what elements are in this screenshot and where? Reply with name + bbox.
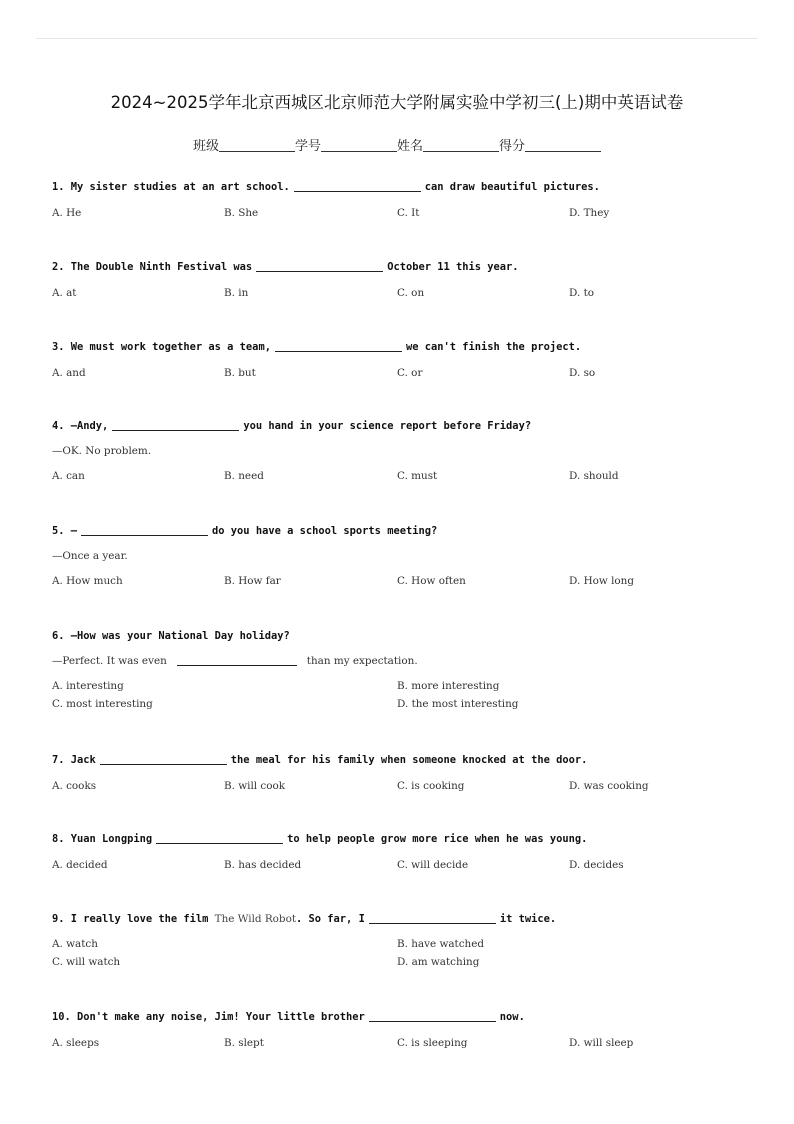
dialogue-reply: —OK. No problem. bbox=[52, 445, 152, 457]
option-c[interactable]: C. is cooking bbox=[397, 780, 465, 792]
stem-text: . So far, I bbox=[296, 913, 365, 925]
stem-text: it twice. bbox=[499, 913, 557, 925]
top-divider bbox=[36, 38, 758, 39]
option-d[interactable]: D. They bbox=[569, 207, 610, 219]
option-c[interactable]: C. is sleeping bbox=[397, 1037, 468, 1049]
option-d[interactable]: D. was cooking bbox=[569, 780, 649, 792]
option-b[interactable]: B. will cook bbox=[224, 780, 286, 792]
question-1 bbox=[52, 180, 752, 220]
option-a[interactable]: A. He bbox=[52, 207, 82, 219]
option-d[interactable]: D. so bbox=[569, 367, 596, 379]
student-number-field[interactable] bbox=[321, 137, 397, 152]
film-title: The Wild Robot bbox=[214, 913, 297, 925]
question-4 bbox=[52, 419, 752, 483]
stem-text: 9. I really love the film bbox=[52, 913, 209, 925]
question-stem bbox=[52, 1010, 752, 1024]
option-c[interactable]: C. on bbox=[397, 287, 425, 299]
score-label: 得分 bbox=[499, 139, 526, 154]
option-d[interactable]: D. will sleep bbox=[569, 1037, 634, 1049]
question-10 bbox=[52, 1010, 752, 1050]
option-b[interactable]: B. She bbox=[224, 207, 259, 219]
question-3 bbox=[52, 340, 752, 380]
option-c[interactable]: C. must bbox=[397, 470, 438, 482]
stem-text: to help people grow more rice when he was young. bbox=[287, 833, 588, 845]
options-row bbox=[52, 469, 752, 483]
stem-text: 7. Jack bbox=[52, 754, 96, 766]
answer-blank[interactable] bbox=[256, 260, 383, 272]
option-b[interactable]: B. need bbox=[224, 470, 264, 482]
question-stem bbox=[52, 832, 752, 846]
stem-text: 5. — bbox=[52, 525, 78, 537]
option-a[interactable]: A. cooks bbox=[52, 780, 97, 792]
option-a[interactable]: A. at bbox=[52, 287, 77, 299]
option-b[interactable]: B. has decided bbox=[224, 859, 302, 871]
question-stem: 6. —How was your National Day holiday? bbox=[52, 630, 290, 642]
options-row bbox=[52, 1036, 752, 1050]
student-info-line bbox=[0, 135, 794, 154]
question-stem bbox=[52, 340, 752, 354]
option-d[interactable]: D. How long bbox=[569, 575, 635, 587]
class-field[interactable] bbox=[219, 137, 295, 152]
answer-blank[interactable] bbox=[369, 1010, 496, 1022]
answer-blank[interactable] bbox=[294, 180, 421, 192]
question-stem bbox=[52, 753, 752, 767]
reply-text: than my expectation. bbox=[306, 655, 418, 667]
option-d[interactable]: D. am watching bbox=[397, 956, 480, 968]
option-c[interactable]: C. will watch bbox=[52, 956, 121, 968]
dialogue-reply bbox=[52, 654, 752, 668]
option-c[interactable]: C. will decide bbox=[397, 859, 469, 871]
class-label: 班级 bbox=[192, 139, 219, 154]
stem-text: 3. We must work together as a team, bbox=[52, 341, 271, 353]
option-c[interactable]: C. How often bbox=[397, 575, 466, 587]
stem-text: 4. —Andy, bbox=[52, 420, 109, 432]
stem-text: 1. My sister studies at an art school. bbox=[52, 181, 290, 193]
option-d[interactable]: D. should bbox=[569, 470, 619, 482]
option-a[interactable]: A. can bbox=[52, 470, 85, 482]
options-row bbox=[52, 779, 752, 793]
answer-blank[interactable] bbox=[81, 524, 208, 536]
dialogue-reply: —Once a year. bbox=[52, 550, 128, 562]
question-2 bbox=[52, 260, 752, 300]
option-b[interactable]: B. but bbox=[224, 367, 256, 379]
option-b[interactable]: B. have watched bbox=[397, 938, 485, 950]
options-row bbox=[52, 574, 752, 588]
student-number-label: 学号 bbox=[294, 139, 321, 154]
question-7 bbox=[52, 753, 752, 793]
option-a[interactable]: A. and bbox=[52, 367, 86, 379]
options-row bbox=[52, 679, 752, 693]
options-row bbox=[52, 366, 752, 380]
option-d[interactable]: D. the most interesting bbox=[397, 698, 519, 710]
options-row bbox=[52, 206, 752, 220]
answer-blank[interactable] bbox=[100, 753, 227, 765]
option-a[interactable]: A. sleeps bbox=[52, 1037, 100, 1049]
stem-text: October 11 this year. bbox=[387, 261, 519, 273]
score-field[interactable] bbox=[525, 137, 601, 152]
question-6 bbox=[52, 629, 752, 711]
question-stem bbox=[52, 524, 752, 538]
options-row bbox=[52, 286, 752, 300]
question-stem bbox=[52, 180, 752, 194]
stem-text: now. bbox=[499, 1011, 525, 1023]
question-9 bbox=[52, 912, 752, 969]
option-c[interactable]: C. most interesting bbox=[52, 698, 153, 710]
answer-blank[interactable] bbox=[177, 654, 297, 666]
options-row bbox=[52, 937, 752, 951]
option-a[interactable]: A. How much bbox=[52, 575, 123, 587]
question-8 bbox=[52, 832, 752, 872]
option-c[interactable]: C. It bbox=[397, 207, 420, 219]
stem-text: you hand in your science report before Friday? bbox=[243, 420, 532, 432]
options-row bbox=[52, 858, 752, 872]
option-b[interactable]: B. slept bbox=[224, 1037, 264, 1049]
stem-text: the meal for his family when someone knocked at the door. bbox=[230, 754, 588, 766]
option-b[interactable]: B. How far bbox=[224, 575, 281, 587]
option-b[interactable]: B. more interesting bbox=[397, 680, 500, 692]
answer-blank[interactable] bbox=[275, 340, 402, 352]
option-c[interactable]: C. or bbox=[397, 367, 423, 379]
page-title: 2024~2025学年北京西城区北京师范大学附属实验中学初三(上)期中英语试卷 bbox=[110, 93, 684, 112]
question-stem bbox=[52, 419, 752, 433]
name-field[interactable] bbox=[423, 137, 499, 152]
answer-blank[interactable] bbox=[369, 912, 496, 924]
question-stem bbox=[52, 912, 752, 926]
option-d[interactable]: D. decides bbox=[569, 859, 624, 871]
stem-text: 2. The Double Ninth Festival was bbox=[52, 261, 253, 273]
option-a[interactable]: A. watch bbox=[52, 938, 98, 950]
name-label: 姓名 bbox=[397, 139, 424, 154]
answer-blank[interactable] bbox=[156, 832, 283, 844]
answer-blank[interactable] bbox=[112, 419, 239, 431]
option-a[interactable]: A. interesting bbox=[52, 680, 124, 692]
option-d[interactable]: D. to bbox=[569, 287, 594, 299]
question-stem bbox=[52, 260, 752, 274]
stem-text: we can't finish the project. bbox=[405, 341, 582, 353]
stem-text: 10. Don't make any noise, Jim! Your little brother bbox=[52, 1011, 365, 1023]
stem-text: 8. Yuan Longping bbox=[52, 833, 153, 845]
question-5 bbox=[52, 524, 752, 588]
stem-text: do you have a school sports meeting? bbox=[212, 525, 438, 537]
option-a[interactable]: A. decided bbox=[52, 859, 108, 871]
stem-text: can draw beautiful pictures. bbox=[424, 181, 600, 193]
option-b[interactable]: B. in bbox=[224, 287, 249, 299]
reply-text: —Perfect. It was even bbox=[52, 655, 167, 667]
options-row bbox=[52, 697, 752, 711]
options-row bbox=[52, 955, 752, 969]
